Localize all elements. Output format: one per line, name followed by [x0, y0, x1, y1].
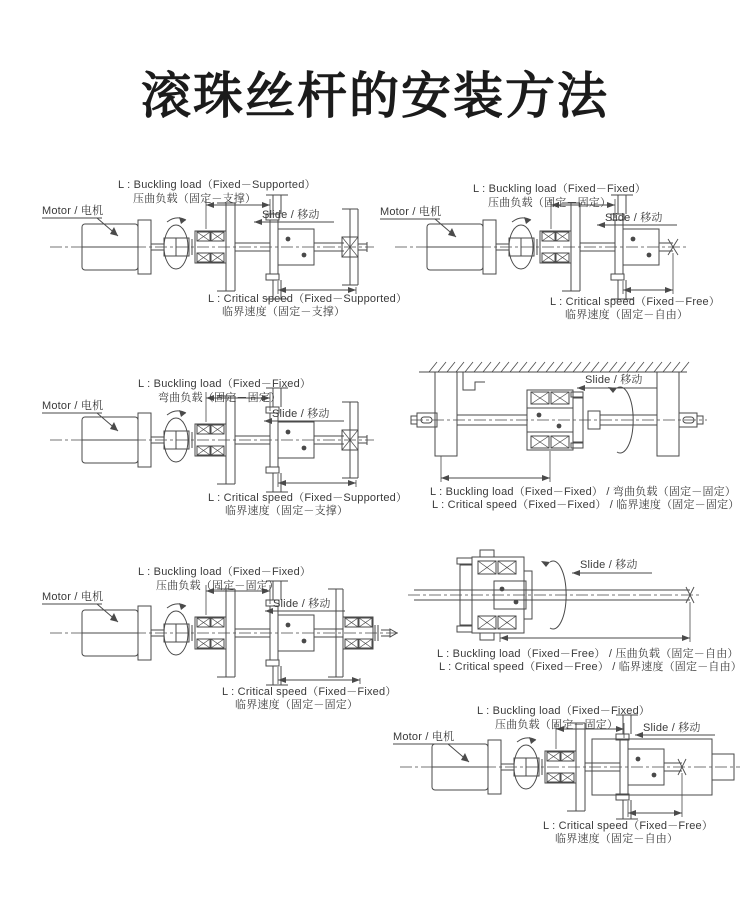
motor-label: Motor / 电机	[380, 206, 442, 218]
buckling-load-label: L : Buckling load（Fixed－Fixed）	[138, 378, 312, 390]
slide-label: Slide / 移动	[643, 722, 701, 734]
critical-speed-label: L : Critical speed（Fixed－Supported）	[208, 293, 408, 305]
critical-speed-label: L : Critical speed（Fixed－Fixed） / 临界速度（固定－固定）	[432, 499, 740, 511]
diagram-fixed-free-motor	[375, 175, 750, 325]
diagram-fixed-supported	[30, 175, 408, 325]
buckling-load-label: L : Buckling load（Fixed－Fixed）	[473, 183, 647, 195]
slide-label: Slide / 移动	[273, 598, 331, 610]
buckling-load-label: L : Buckling load（Fixed－Fixed）	[138, 566, 312, 578]
buckling-load-label-zh: 弯曲负载（固定－固定）	[158, 392, 282, 404]
buckling-load-label: L : Buckling load（Fixed－Fixed）	[477, 705, 651, 717]
slide-label: Slide / 移动	[262, 209, 320, 221]
critical-speed-label: L : Critical speed（Fixed－Free） / 临界速度（固定－自由）	[439, 661, 743, 673]
motor-label: Motor / 电机	[42, 591, 104, 603]
buckling-load-label-zh: 压曲负载（固定－支撑）	[133, 193, 257, 205]
slide-label: Slide / 移动	[580, 559, 638, 571]
motor-label: Motor / 电机	[393, 731, 455, 743]
buckling-load-label: L : Buckling load（Fixed－Fixed） / 弯曲负载（固定－固定）	[430, 486, 737, 498]
page-title: 滚珠丝杆的安装方法	[141, 68, 609, 124]
critical-speed-label-zh: 临界速度（固定－支撑）	[222, 306, 346, 318]
diagram-fixed-fixed-supported	[30, 365, 408, 525]
critical-speed-label-zh: 临界速度（固定－自由）	[555, 833, 679, 845]
diagram-cantilever-fixed-free	[400, 545, 750, 675]
buckling-load-label: L : Buckling load（Fixed－Free） / 压曲负载（固定－自由）	[437, 648, 739, 660]
diagram-housing-fixed-free	[380, 690, 750, 865]
slide-label: Slide / 移动	[605, 212, 663, 224]
buckling-load-label-zh: 压曲负载（固定－固定）	[495, 719, 619, 731]
buckling-load-label-zh: 压曲负载（固定－固定）	[156, 580, 280, 592]
critical-speed-label-zh: 临界速度（固定－自由）	[565, 309, 689, 321]
buckling-load-label: L : Buckling load（Fixed－Supported）	[118, 179, 316, 191]
critical-speed-label: L : Critical speed（Fixed－Supported）	[208, 492, 408, 504]
critical-speed-label: L : Critical speed（Fixed－Free）	[543, 820, 714, 832]
buckling-load-label-zh: 压曲负载（固定－固定）	[488, 197, 612, 209]
motor-label: Motor / 电机	[42, 205, 104, 217]
diagram-ceiling-fixed-fixed	[405, 350, 750, 520]
critical-speed-label-zh: 临界速度（固定－固定）	[235, 699, 359, 711]
slide-label: Slide / 移动	[585, 374, 643, 386]
critical-speed-label: L : Critical speed（Fixed－Free）	[550, 296, 721, 308]
critical-speed-label-zh: 临界速度（固定－支撑）	[225, 505, 349, 517]
critical-speed-label: L : Critical speed（Fixed－Fixed）	[222, 686, 397, 698]
diagram-fixed-fixed-fixed	[30, 545, 405, 710]
motor-label: Motor / 电机	[42, 400, 104, 412]
slide-label: Slide / 移动	[272, 408, 330, 420]
